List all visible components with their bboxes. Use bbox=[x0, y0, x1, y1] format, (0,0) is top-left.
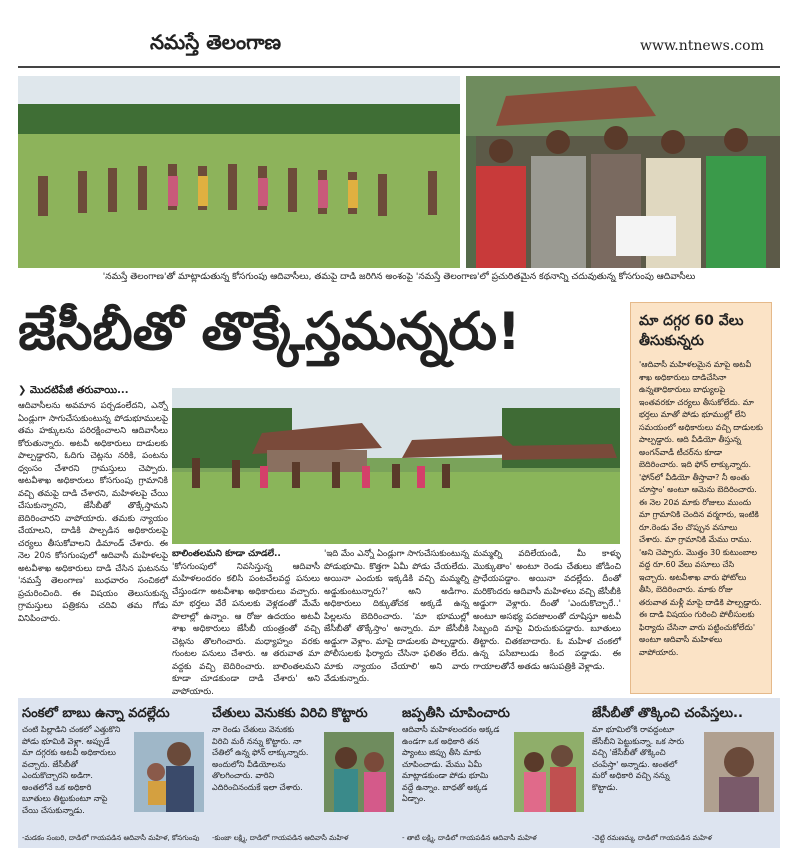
testimonial-card bbox=[592, 704, 778, 844]
testimonial-card bbox=[22, 704, 208, 844]
main-headline: జేసీబీతో తొక్కేస్తమన్నరు! bbox=[18, 302, 521, 362]
continued-kicker bbox=[18, 384, 168, 398]
testimonial-card bbox=[212, 704, 398, 844]
sidebar-title: మా దగ్గర 60 వేలు తీసుకున్నరు bbox=[639, 313, 744, 349]
sidebar-body: 'ఆదివాసీ మహిళలమైన మాపై అటవీ శాఖ అధికారులు దాడిచేసినా ఉన్నతాధికారులు బాధ్యులపై ఇంతవరకూ చర్యలు తీసుకోలేదు. మా భర్తలు మాతో పోడు భూముల్లో లేని సమయంలో అధికారులు వచ్చి దాడులకు పాల్పడ్డారు. ఆది వీడియో తీస్తున్న అంగన్‌వాడీ టీచర్‌ను కూడా బెదిరించారు. ఇది ఫోన్ లాక్కున్నారు. 'ఫోన్‌లో వీడియో తీస్తావా? నీ అంతు చూస్తాం' అంటూ ఆమెను బెదిరించారు. ఈ నెల 20వ మాకు రోజులు ముందు మా గ్రామానికి చెందిన వర్మగారు, ఇంటికి రూ.రెండు వేల చొప్పున వసూలు చేశారు. మా గ్రామానికి మేము రాము. 'అని చెప్పారు. మొత్తం 30 కుటుంబాల వద్ద రూ.60 వేలు వసూలు చేసి ఇచ్చారు. అటవీశాఖ వారు ఫోటోలు తీసి, బెదిరించారు. మాకు రోజు తరువాత మళ్లీ మాపై దాడికి పాల్పడ్డారు. ఈ దాడి విషయం గురించి పోలీసులకు ఫిర్యాదు చేసినా వారు పట్టించుకోలేదు' అంటూ ఆదివాసీ మహిళలు వాపోయారు. bbox=[639, 360, 763, 657]
woman-with-girl-photo bbox=[514, 732, 584, 812]
testimonial-title: చేతులు వెనుకకు విరిచి కొట్టారు bbox=[212, 706, 368, 721]
kicker-text: మొదటిపేజీ తరువాయి... bbox=[29, 385, 129, 396]
testimonial-title: సంకలో బాబు ఉన్నా వదల్లేదు bbox=[22, 706, 170, 721]
photo-caption: 'నమస్తే తెలంగాణ'తో మాట్లాడుతున్న కోసగుంపు ఆదివాసీలు, తమపై దాడి జరిగిన అంశంపై 'నమస్తే తెలంగాణ'లో ప్రచురితమైన కథనాన్ని చదువుతున్న కోసగుంపు ఆదివాసీలు bbox=[102, 272, 696, 282]
sidebar-box bbox=[630, 302, 772, 694]
testimonial-title: జప్పతీసి చూపించారు bbox=[402, 706, 510, 721]
testimonial-credit: -మడకం సంబరి, దాడిలో గాయపడిన ఆదివాసీ మహిళ, కోసగుంపు bbox=[22, 834, 200, 842]
article-column-3: 'ఇది మేం ఎన్నో ఏండ్లుగా సాగుచేసుకుంటున్న పోడుభూమి. కొత్తగా ఏమీ పోడు చేయలేదు. అయినా ఎందుకు ఇక్కడికి వచ్చి మమ్మల్ని అడ్డుకుంటున్నారు?' అని అడిగాం. అధికారులు దిక్కుతోచక అక్కడే ఉన్న పిల్లలను బెదిరించారు. 'మా భూముల్లో జేసీబీతో తొక్కేస్తాం' అన్నారు. మా జేసీబీకి అడ్డుగా వెళ్లాం. మాపై దాడులకు పాల్పడ్డారు. పోలీసులకు ఫిర్యాదు చేసినా ఫలితం లేదు. మాకు న్యాయం చేయాలి' అని వారు వేడుకున్నారు. bbox=[324, 549, 469, 684]
testimonials-strip bbox=[18, 698, 780, 848]
testimonial-text: మా భూమిలోకి రావద్దంటూ జేసీబీని పెట్టుకున్నా. ఒక సారు వచ్చి 'జేసీబీతో తొక్కించి చంపేస్తా' అన్నాడు. అంతలో మరో అధికారి వచ్చి నన్ను కొట్టాడు. bbox=[592, 725, 685, 792]
testimonial-text: నా రెండు చేతులు వెనుకకు విరిచి మరీ నన్ను కొట్టారు. నా చేతిలో ఉన్న ఫోన్ లాక్కున్నారు. అందులోని వీడియోలను తొలగించారు. వారిని ఎదిరించినందుకే ఇలా చేశారు. bbox=[212, 725, 309, 792]
testimonial-title: జేసీబీతో తొక్కించి చంపేస్తలు.. bbox=[592, 706, 743, 721]
chevron-right-icon: ❯ bbox=[18, 385, 30, 396]
testimonial-text: ఆదివాసీ మహిళలందరం అక్కడ ఉండగా ఒక అధికారి తన ప్యాంటు జిప్పు తీసి మాకు చూపించాడు. మేము ఏమీ మాట్లాడకుండా పోడు భూమి వద్దే ఉన్నాం. బాధతో అక్కడ ఏడ్చాం. bbox=[402, 725, 500, 803]
article-column-4: మమ్మల్ని వదిలేయండి, మీ కాళ్ళు మొక్కుతాం' అంటూ రెండు చేతులు జోడించి ప్రాధేయపడ్డాం. అయినా వదల్లేదు. దీంతో మరికొందరు ఆదివాసీ మహిళలు వచ్చి జేసీబీకి అడ్డుగా వెళ్లారు. దీంతో 'ఎందుకొచ్చారే..' అంటూ అసభ్య పదజాలంతో దూషిస్తూ అటవీ సిబ్బంది మాపై విరుచుకుపడ్డారు. బూతులు తిట్టారు. చితకబాదారు. ఓ మహిళ చంకలో ఉన్న పసిబాలుడు కింద పడ్డాడు. ఈ గాయాలతోనే అతడు ఆసుపత్రికి వెళ్లాడు. bbox=[473, 549, 621, 672]
woman-with-child-photo bbox=[134, 732, 204, 812]
woman-and-child-photo bbox=[324, 732, 394, 812]
testimonial-card bbox=[402, 704, 588, 844]
photo-men-reading-newspaper bbox=[466, 76, 780, 268]
website-url[interactable]: www.ntnews.com bbox=[640, 38, 764, 54]
article-column-1: ఆదివాసీలను అవమాన పర్చడంలేదని, ఎన్నో ఏండ్లుగా సాగుచేసుకుంటున్న పోడుభూములపై తమ హక్కులను పరిరక్షించాలని ఆదివాసీలు కోరుతున్నారు. అటవీ అధికారులు దాడులకు పాల్పడ్డారని, ఓదిగు చెట్లను నరికి, పంటను ధ్వంసం చేశారని గ్రామస్తులు చెప్పారు. అటవీశాఖ అధికారులు కోసగుంపు గ్రామానికి వచ్చి తమపై దాడి చేశారని, మహిళలపై చేయి చేసుకున్నారని, జేసీబీతో తొక్కేస్తామని బెదిరించారని వాపోయారు. తమకు న్యాయం చేయాలని, దాడికి పాల్పడిన అధికారులపై చర్యలు తీసుకోవాలని డిమాండ్ చేశారు. ఈ నెల 20న కోసగుంపులో ఆదివాసీ మహిళలపై అటవీశాఖ అధికారులు దాడి చేసిన ఘటనను 'నమస్తే తెలంగాణ' బుధవారం సంచికలో ప్రచురించింది. ఈ విషయం తెలుసుకున్న గ్రామస్తులు పత్రికను చదివి తమ గోడు వినిపించారు. bbox=[18, 401, 168, 624]
photo-villagers-field bbox=[18, 76, 460, 268]
column-2-text: 'కోసగుంపులో నివసిస్తున్న ఆదివాసీ మహిళలందరం కలిసి పంటచేలవద్ద పనులు చేస్తుండగా అటవీశాఖ అధికారులు వచ్చారు. మా భర్తలు వేరే పనులకు వెళ్లడంతో మేమే పొలాల్లో ఉన్నాం. ఆ రోజు ఉదయం అటవీ శాఖ అధికారులు జేసీబీ యంత్రంతో వచ్చి చెట్లను తొలగించారు. మధ్యాహ్నం వరకు గుంటల పనులు చేశారు. ఆ తరువాత మా వద్దకు వచ్చి బెదిరించారు. బాలింతలమని కూడా చూడకుండా దాడి చేశారు' అని వాపోయారు. bbox=[172, 561, 320, 697]
column-2-subhead: బాలింతలమని కూడా చూడలే.. bbox=[172, 549, 281, 559]
testimonial-credit: - తాటి లక్ష్మి, దాడిలో గాయపడిన ఆదివాసీ మహిళ bbox=[402, 834, 537, 842]
header-divider bbox=[18, 66, 780, 68]
testimonial-text: చంటి పిల్లాడిని చంకలో ఎత్తుకొని పోడు భూమికి వెళ్లా. అప్పుడే మా దగ్గరకు అటవీ అధికారులు వచ్చారు. జేసీబీతో ఎందుకొచ్చారని అడిగా. అంతలోనే ఒక అధికారి బూతులు తిట్టుకుంటూ నాపై చేయి చేసుకున్నాడు. bbox=[22, 725, 121, 815]
testimonial-credit: -కుంజా లక్ష్మి, దాడిలో గాయపడిన ఆదివాసీ మహిళ bbox=[212, 834, 349, 842]
testimonial-credit: -వెట్టి రమణమ్మ, దాడిలో గాయపడిన మహిళ bbox=[592, 834, 712, 842]
woman-portrait-photo bbox=[704, 732, 774, 812]
photo-tribal-village bbox=[172, 388, 620, 544]
newspaper-brand: నమస్తే తెలంగాణ bbox=[150, 30, 282, 54]
article-column-2 bbox=[172, 548, 320, 697]
